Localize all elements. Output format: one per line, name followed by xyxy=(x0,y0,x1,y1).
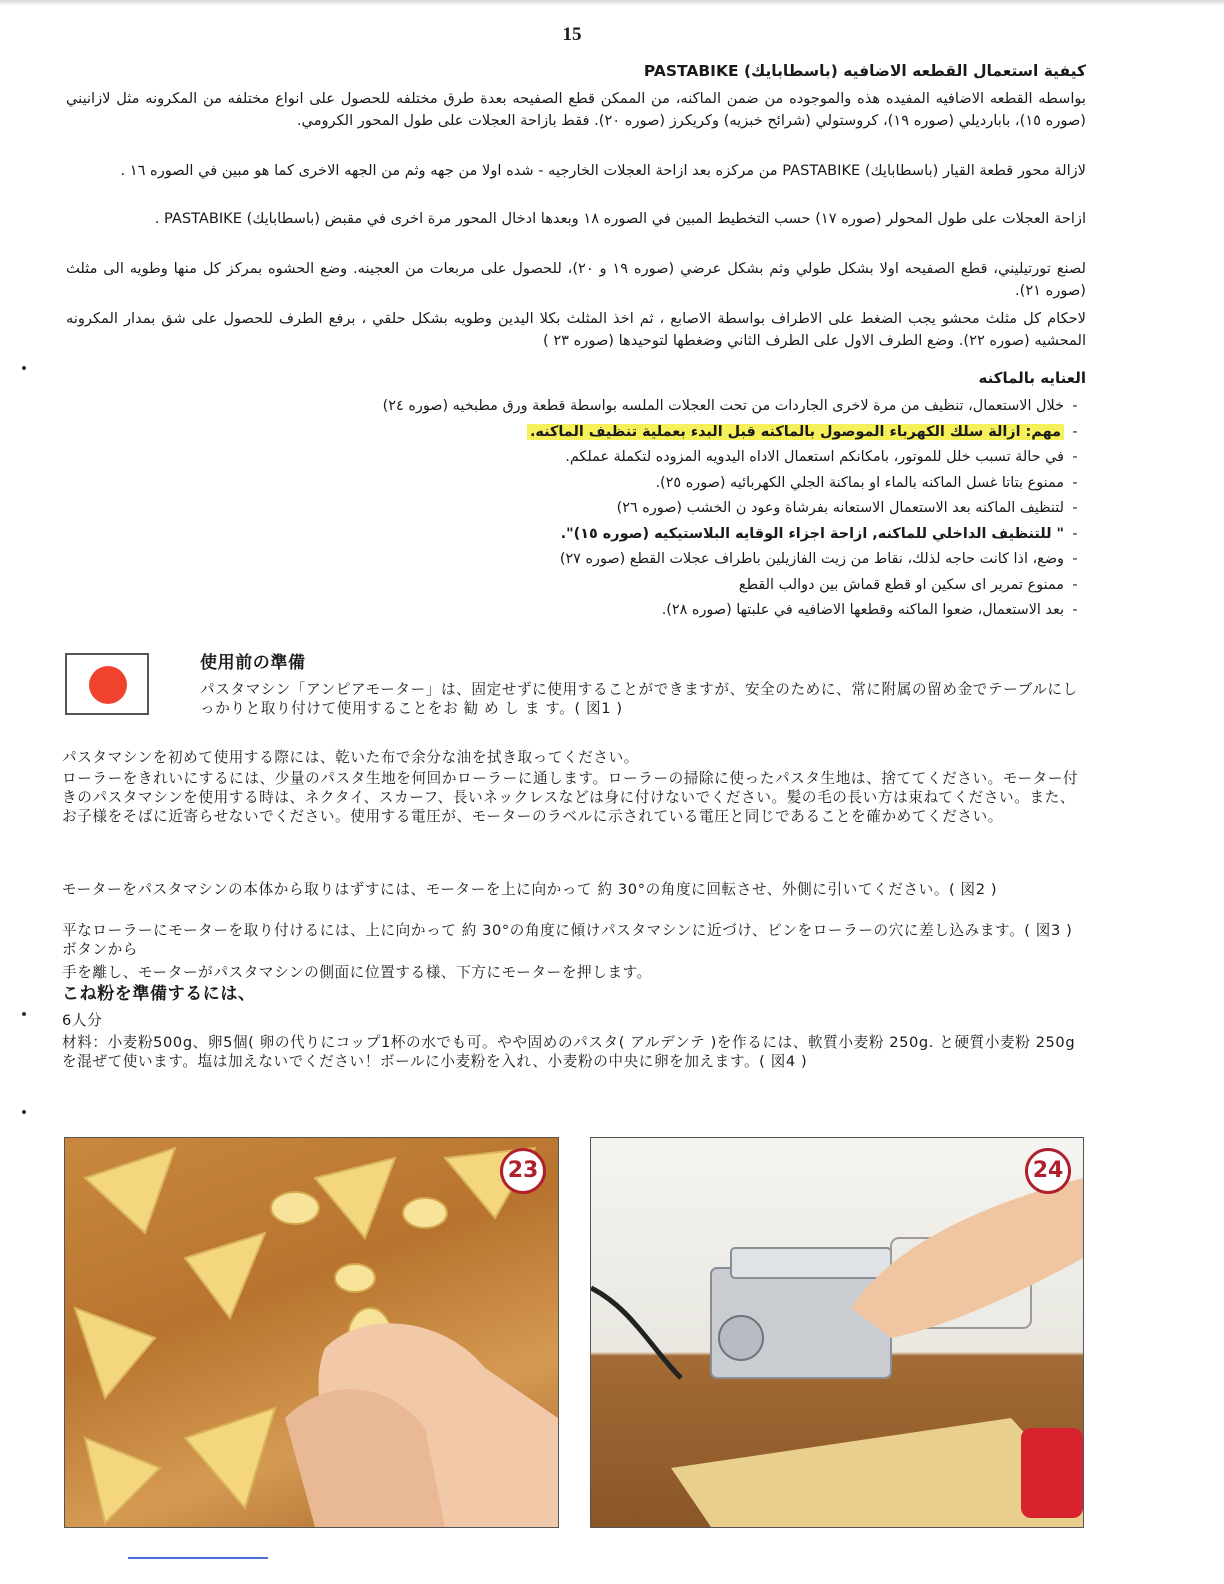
pasta-machine-illustration xyxy=(591,1138,1083,1527)
care-item: -لتنظيف الماكنه بعد الاستعمال الاستعانه بفرشاة وعود ن الخشب (صوره ٢٦) xyxy=(206,496,1086,522)
arabic-care-list xyxy=(206,394,1086,624)
japanese-intro: パスタマシン「アンピアモーター」は、固定せずに使用することができますが、安全のために、常に附属の留め金でテーブルにしっかりと取り付けて使用することをお 勧 め し ま す。( 図1 ) xyxy=(200,681,1078,717)
list-dash: - xyxy=(1072,500,1078,516)
highlighted-warning: مهم: ازالة سلك الكهرباء الموصول بالماكنه قبل البدء بعملية تنظيف الماكنه. xyxy=(527,424,1064,440)
japanese-paragraph-3: モーターをパスタマシンの本体から取りはずすには、モーターを上に向かって 約 30°の角度に回転させ、外側に引いてください。( 図2 ) xyxy=(62,881,998,898)
page-number: 15 xyxy=(562,24,582,45)
japanese-heading-dough: こね粉を準備するには、 xyxy=(62,984,256,1004)
care-item-highlighted xyxy=(206,420,1086,446)
arabic-paragraph-3: ازاحة العجلات على طول المحولر (صوره ١٧) حسب التخطيط المبين في الصوره ١٨ وبعدها ادخال المحور مرة اخرى في مقبض (باسطابايك) PASTABIKE . xyxy=(154,210,1086,227)
list-dash: - xyxy=(1072,449,1078,465)
japanese-paragraph-1: パスタマシンを初めて使用する際には、乾いた布で余分な油を拭き取ってください。 xyxy=(62,749,640,766)
care-item: -وضع، اذا كانت حاجه لذلك، نقاط من زيت الفازيلين باطراف عجلات القطع (صوره ٢٧) xyxy=(206,547,1086,573)
japanese-servings: 6人分 xyxy=(62,1012,103,1029)
japanese-paragraph-2: ローラーをきれいにするには、少量のパスタ生地を何回かローラーに通します。ローラーの掃除に使ったパスタ生地は、捨ててください。モーター付きのパスタマシンを使用する時は、ネクタイ、スカーフ、長いネックレスなどは身に付けないでください。髪の毛の長い方は束ねてください。また、お子様をそばに近寄らせないでください。使用する電圧が、モーターのラベルに示されている電圧と同じであることを確かめてください。 xyxy=(62,770,1079,825)
photo-number-badge: 23 xyxy=(500,1148,546,1194)
care-item: -بعد الاستعمال، ضعوا الماكنه وقطعها الاضافيه في علبتها (صوره ٢٨). xyxy=(206,598,1086,624)
list-dash: - xyxy=(1072,602,1078,618)
care-item: -ممنوع بتاتا غسل الماكنه بالماء او بماكنة الجلي الكهربائيه (صوره ٢٥). xyxy=(206,471,1086,497)
list-dash: - xyxy=(1072,474,1078,491)
care-item: -خلال الاستعمال، تنظيف من مرة لاخرى الجاردات من تحت العجلات الملسه بواسطة قطعة ورق مطبخيه (صوره ٢٤) xyxy=(206,394,1086,420)
list-dash: - xyxy=(1072,423,1078,440)
japan-flag-icon xyxy=(65,653,149,715)
japanese-section-title: 使用前の準備 xyxy=(200,653,306,673)
arabic-paragraph-4: لصنع تورتيليني، قطع الصفيحه اولا بشكل طولي وثم بشكل عرضي (صوره ١٩ و ٢٠)، للحصول على مربعات من العجينه. وضع الحشوه بمركز كل منها وطويه الى مثلث (صوره ٢١). xyxy=(66,260,1086,299)
japanese-ingredients: 材料：小麦粉500g、卵5個( 卵の代りにコップ1杯の水でも可。やや固めのパスタ( アルデンテ )を作るには、軟質小麦粉 250g. と硬質小麦粉 250gを混ぜて使います。塩は加えないでください！ボールに小麦粉を入れ、小麦粉の中央に卵を加えます。( 図4 ) xyxy=(62,1034,1076,1070)
margin-dot xyxy=(22,1110,26,1114)
photo-tortellini xyxy=(64,1137,559,1528)
care-item: -ممنوع تمرير اى سكين او قطع قماش بين دوالب القطع xyxy=(206,573,1086,599)
margin-dot xyxy=(22,1012,26,1016)
margin-dot xyxy=(22,366,26,370)
arabic-paragraph-5: لاحكام كل مثلث محشو يجب الضغط على الاطراف بواسطة الاصابع ، ثم اخذ المثلث بكلا اليدين وطويه بشكل حلقي ، برفع الطرف للحصول على شق بمدار المكرونه المحشيه (صوره ٢٢). وضع الطرف الاول على الطرف الثاني وضغطها لتوحيدها (صوره ٢٣ ) xyxy=(66,310,1086,349)
page-top-edge xyxy=(0,0,1224,6)
care-item: -" للتنظيف الداخلي للماكنه, ازاحة اجزاء الوقايه البلاستيكيه (صوره ١٥)". xyxy=(206,522,1086,548)
bottom-underline xyxy=(128,1557,268,1559)
japanese-paragraph-5: 手を離し、モーターがパスタマシンの側面に位置する様、下方にモーターを押します。 xyxy=(62,964,652,981)
arabic-paragraph-2: لازالة محور قطعة القيار (باسطابايك) PASTABIKE من مركزه بعد ازاحة العجلات الخارجيه - شده اولا من جهه وثم من الجهه الاخرى كما هو مبين في الصوره ١٦ . xyxy=(120,162,1086,179)
list-dash: - xyxy=(1072,551,1078,567)
list-dash: - xyxy=(1072,576,1078,593)
flag-sun-disc xyxy=(89,666,127,704)
arabic-paragraph-1: بواسطه القطعه الاضافيه المفيده هذه والموجوده من ضمن الماكنه، من الممكن قطع الصفيحه بعدة طرق مختلفه للحصول على انواع مختلفه من المكرونه مثل لازانيني (صوره ١٥)، باباردیلي (صوره ١٩)، كروستولي (شرائح خبزيه) وكريكرز (صوره ٢٠). فقط بازاحة العجلات على طول المحور الكرومي. xyxy=(66,90,1086,129)
photo-pasta-machine xyxy=(590,1137,1084,1528)
arabic-care-title: العنايه بالماكنه xyxy=(978,369,1086,387)
japanese-paragraph-4: 平なローラーにモーターを取り付けるには、上に向かって 約 30°の角度に傾けパスタマシンに近づけ、ピンをローラーの穴に差し込みます。( 図3 )ボタンから xyxy=(62,922,1073,958)
care-item: -في حالة تسبب خلل للموتور، بامكانكم استعمال الاداه اليدويه المزوده لتكملة عملكم. xyxy=(206,445,1086,471)
list-dash: - xyxy=(1072,398,1078,414)
photo-number-badge: 24 xyxy=(1025,1148,1071,1194)
tortellini-illustration xyxy=(65,1138,558,1527)
arabic-section-title: كيفية استعمال القطعه الاضافيه (باسطابايك) PASTABIKE xyxy=(643,62,1086,80)
list-dash: - xyxy=(1072,525,1078,542)
